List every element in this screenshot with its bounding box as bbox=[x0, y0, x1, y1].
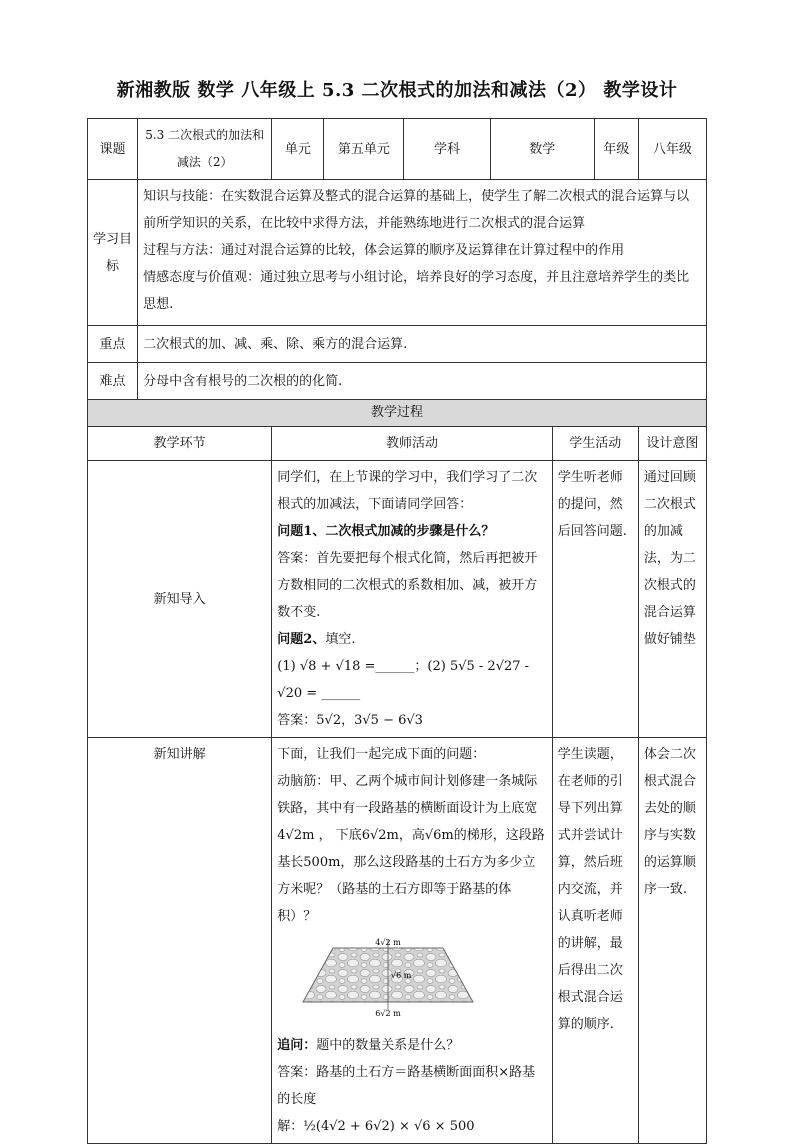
difficulty-label: 难点 bbox=[88, 363, 138, 400]
answer1: 答案：首先要把每个根式化简，然后再把被开方数相同的二次根式的系数相加、减，被开方数不变. bbox=[277, 551, 538, 620]
exercise-line: (1) √8 + √18 =______；(2) 5√5 - 2√27 - √20 = ______ bbox=[277, 659, 530, 701]
question1-label: 问题1、 bbox=[277, 524, 326, 539]
goals-label: 学习目标 bbox=[88, 180, 138, 326]
roadbed-cross-section bbox=[293, 936, 483, 1018]
lesson-plan-table bbox=[87, 118, 707, 1144]
process-section-title: 教学过程 bbox=[88, 400, 707, 427]
document-title: 新湘教版 数学 八年级上 5.3 二次根式的加法和减法（2） 教学设计 bbox=[116, 80, 678, 101]
follow-up-answer: 答案：路基的土石方＝路基横断面面积×路基的长度 bbox=[277, 1065, 536, 1107]
keti-value: 5.3 二次根式的加法和减法（2） bbox=[138, 119, 272, 180]
keti-label: 课题 bbox=[88, 119, 138, 180]
unit-label: 单元 bbox=[272, 119, 324, 180]
teacher-activity-explain bbox=[272, 738, 552, 1144]
intro-text: 同学们，在上节课的学习中，我们学习了二次根式的加减法，下面请同学回答： bbox=[277, 470, 538, 512]
unit-value: 第五单元 bbox=[324, 119, 404, 180]
trapezoid-figure bbox=[293, 936, 546, 1028]
follow-up-label: 追问： bbox=[277, 1038, 317, 1053]
goals-content bbox=[138, 180, 707, 326]
question1: 二次根式加减的步骤是什么？ bbox=[325, 524, 495, 539]
stage-explanation: 新知讲解 bbox=[88, 738, 272, 1144]
question2-label: 问题2、 bbox=[277, 632, 326, 647]
key-point-label: 重点 bbox=[88, 326, 138, 363]
fig-height-label: √6 m bbox=[391, 971, 412, 980]
fig-top-label: 4√2 m bbox=[375, 938, 401, 947]
stage-intro: 新知导入 bbox=[88, 461, 272, 738]
explain-intro: 下面，让我们一起完成下面的问题： bbox=[277, 747, 486, 762]
grade-value: 八年级 bbox=[638, 119, 706, 180]
design-intent-explain: 体会二次根式混合去处的顺序与实数的运算顺序一致. bbox=[638, 738, 706, 1144]
fig-bottom-label: 6√2 m bbox=[375, 1009, 401, 1018]
goal-knowledge: 知识与技能：在实数混合运算及整式的混合运算的基础上，使学生了解二次根式的混合运算与以前所学知识的关系，在比较中求得方法，并能熟练地进行二次根式的混合运算 bbox=[143, 189, 690, 231]
answer2: 答案：5√2，3√5 − 6√3 bbox=[277, 713, 423, 728]
col-stage-header: 教学环节 bbox=[88, 427, 272, 461]
col-intent-header: 设计意图 bbox=[638, 427, 706, 461]
follow-up-question: 题中的数量关系是什么？ bbox=[316, 1038, 460, 1053]
subject-label: 学科 bbox=[404, 119, 490, 180]
question2: 填空. bbox=[325, 632, 356, 647]
solution-line: 解：½(4√2 + 6√2) × √6 × 500 bbox=[277, 1119, 475, 1134]
col-teacher-header: 教师活动 bbox=[272, 427, 552, 461]
goal-process: 过程与方法：通过对混合运算的比较，体会运算的顺序及运算律在计算过程中的作用 bbox=[143, 243, 625, 258]
subject-value: 数学 bbox=[490, 119, 594, 180]
col-student-header: 学生活动 bbox=[552, 427, 638, 461]
teacher-activity-intro bbox=[272, 461, 552, 738]
goal-attitude: 情感态度与价值观：通过独立思考与小组讨论，培养良好的学习态度，并且注意培养学生的类比思想. bbox=[143, 270, 690, 312]
student-activity-explain: 学生读题，在老师的引导下列出算式并尝试计算，然后班内交流，并认真听老师的讲解，最后得出二次根式混合运算的顺序. bbox=[552, 738, 638, 1144]
design-intent-intro: 通过回顾二次根式的加减法，为二次根式的混合运算做好铺垫 bbox=[638, 461, 706, 738]
key-point-text: 二次根式的加、减、乘、除、乘方的混合运算. bbox=[138, 326, 707, 363]
difficulty-text: 分母中含有根号的二次根的的化简. bbox=[138, 363, 707, 400]
student-activity-intro: 学生听老师的提问，然后回答问题. bbox=[552, 461, 638, 738]
problem-text: 动脑筋：甲、乙两个城市间计划修建一条城际铁路，其中有一段路基的横断面设计为上底宽4√2m ， 下底6√2m，高√6m的梯形，这段路基长500m，那么这段路基的土石方为多少立方米呢？（路基的土石方即等于路基的体积）？ bbox=[277, 774, 545, 924]
grade-label: 年级 bbox=[594, 119, 638, 180]
